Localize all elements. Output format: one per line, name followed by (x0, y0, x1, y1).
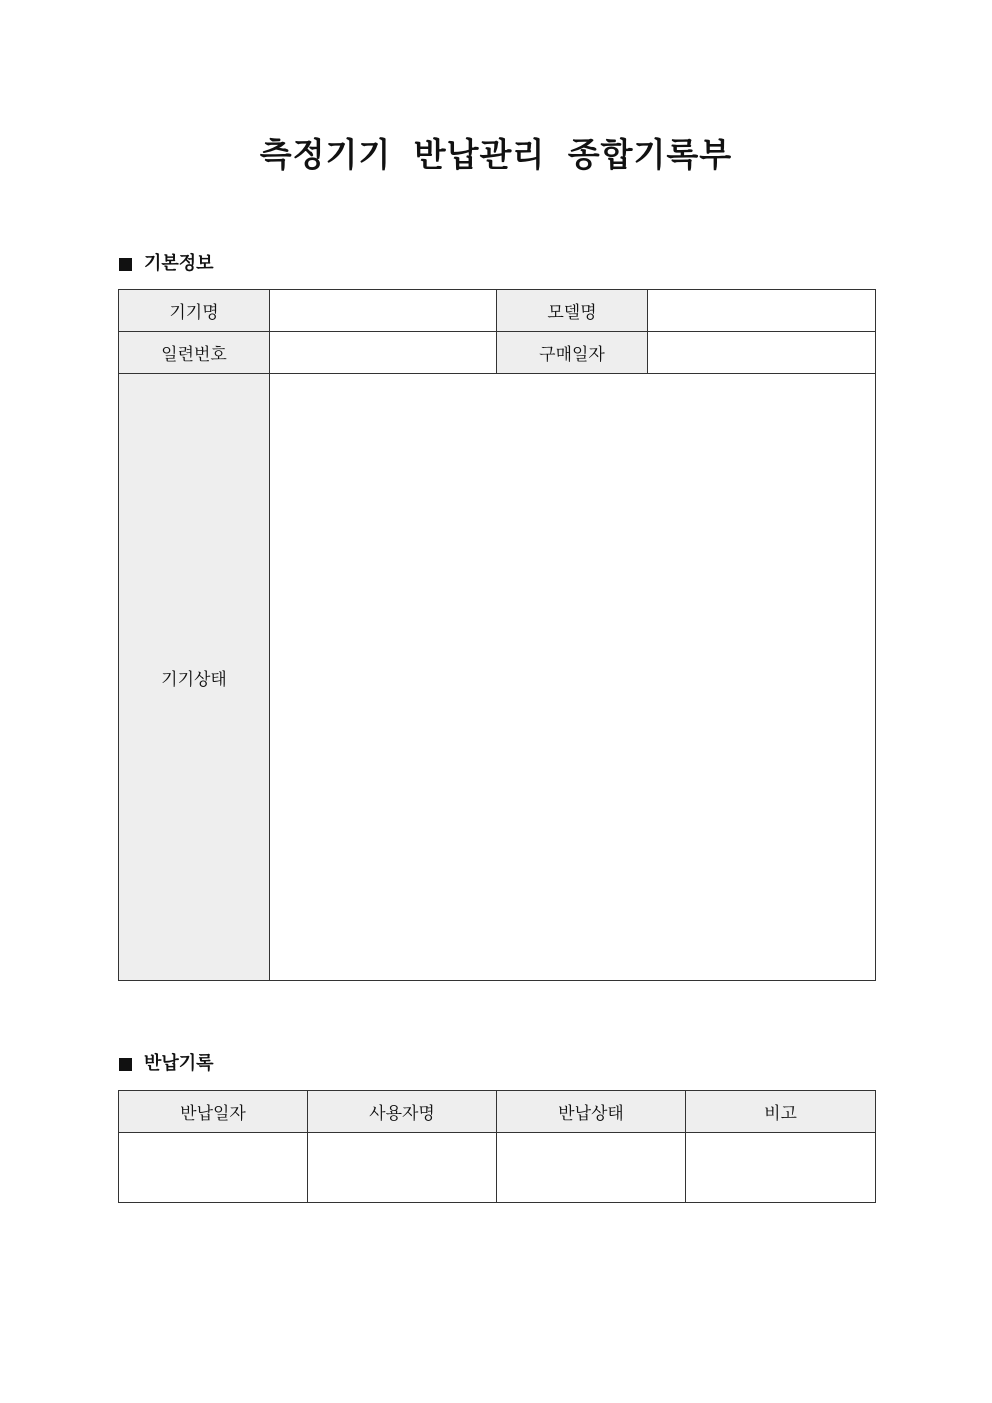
square-bullet-icon (119, 1058, 132, 1071)
device-name-field[interactable] (270, 290, 497, 332)
purchase-date-field[interactable] (648, 332, 876, 374)
section-heading-return-record (119, 1052, 214, 1076)
return-record-table (118, 1090, 876, 1203)
section-heading-label: 기본정보 (144, 253, 214, 274)
model-name-field[interactable] (648, 290, 876, 332)
table-header-row (119, 1091, 876, 1133)
section-heading-basic-info (119, 252, 214, 276)
column-header-return-status: 반납상태 (497, 1091, 686, 1133)
device-status-label: 기기상태 (119, 374, 270, 981)
square-bullet-icon (119, 258, 132, 271)
purchase-date-label: 구매일자 (497, 332, 648, 374)
return-date-cell[interactable] (119, 1133, 308, 1203)
table-row (119, 290, 876, 332)
remarks-cell[interactable] (686, 1133, 876, 1203)
serial-number-field[interactable] (270, 332, 497, 374)
section-heading-label: 반납기록 (144, 1053, 214, 1074)
table-row (119, 1133, 876, 1203)
column-header-return-date: 반납일자 (119, 1091, 308, 1133)
page-title: 측정기기 반납관리 종합기록부 (259, 135, 733, 174)
column-header-remarks: 비고 (686, 1091, 876, 1133)
column-header-user-name: 사용자명 (308, 1091, 497, 1133)
user-name-cell[interactable] (308, 1133, 497, 1203)
device-name-label: 기기명 (119, 290, 270, 332)
table-row (119, 332, 876, 374)
return-status-cell[interactable] (497, 1133, 686, 1203)
device-status-field[interactable] (270, 374, 876, 981)
serial-number-label: 일련번호 (119, 332, 270, 374)
table-row (119, 374, 876, 981)
model-name-label: 모델명 (497, 290, 648, 332)
basic-info-table (118, 289, 876, 981)
